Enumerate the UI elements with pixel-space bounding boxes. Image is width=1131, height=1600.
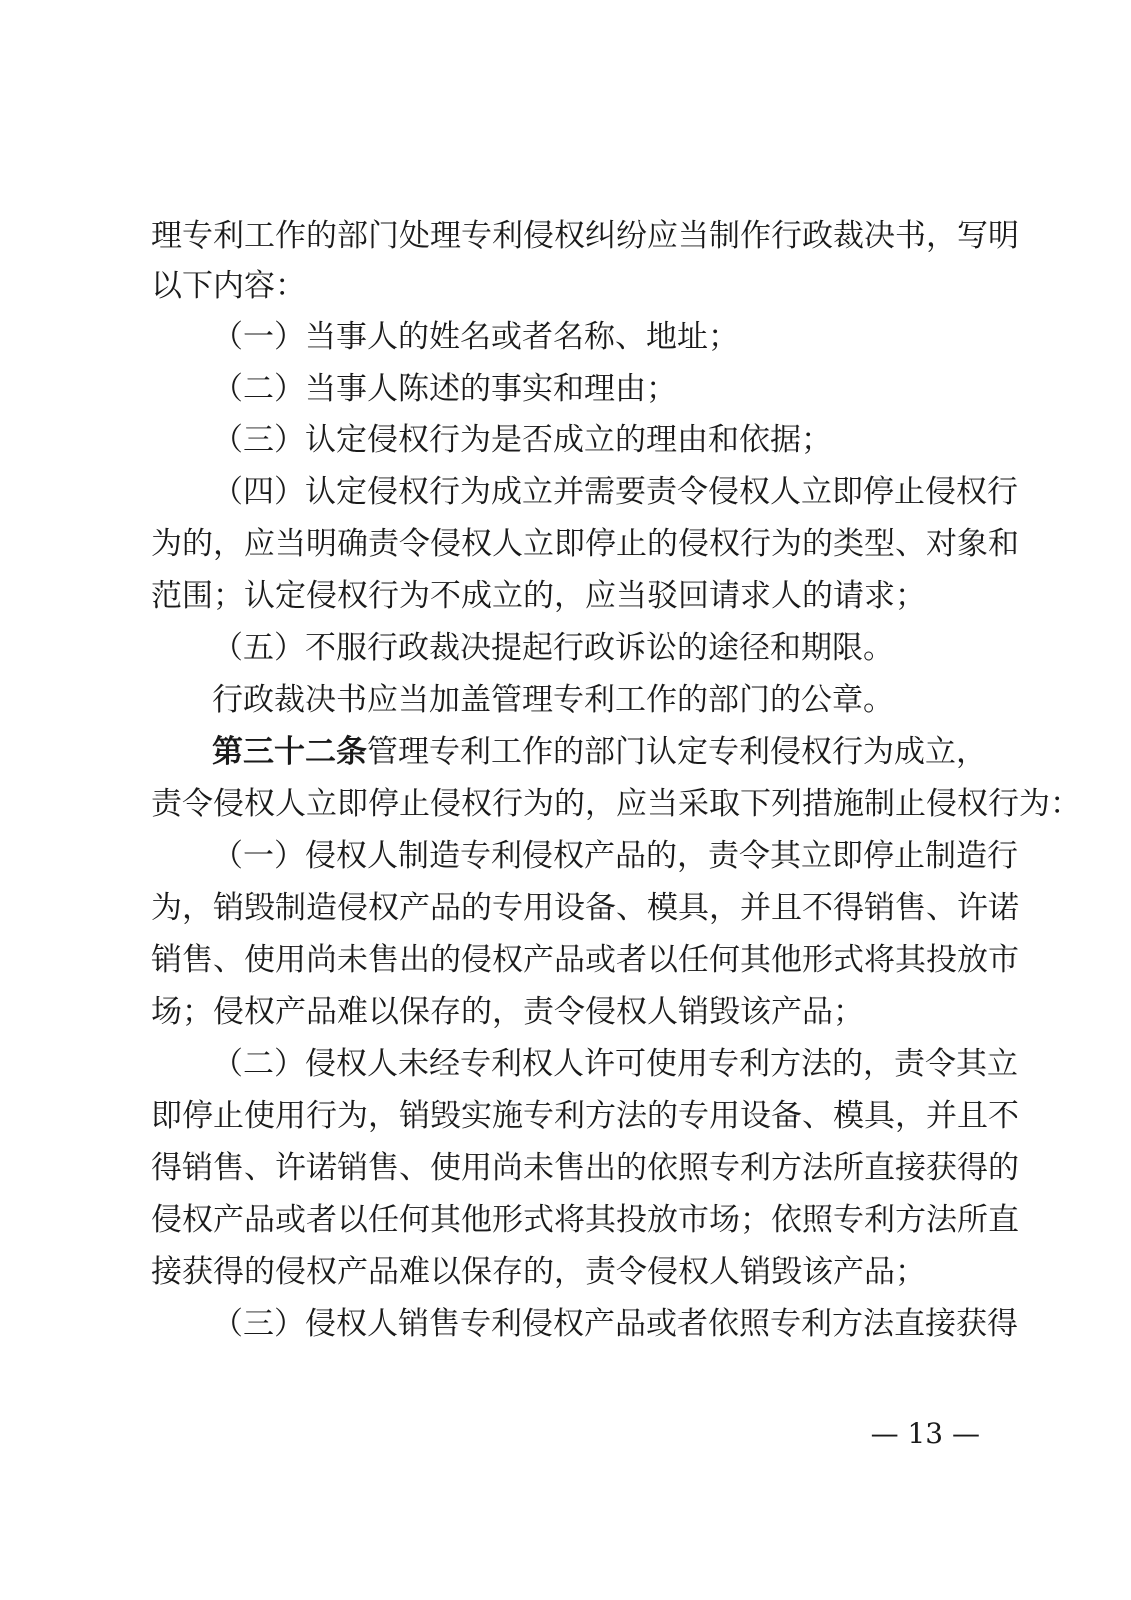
list-item: （四）认定侵权行为成立并需要责令侵权人立即停止侵权行 (212, 474, 1018, 510)
page-number: — 13 — (870, 1417, 980, 1450)
text-line: 接获得的侵权产品难以保存的，责令侵权人销毁该产品； (151, 1254, 926, 1290)
article-32-first-line (212, 728, 987, 776)
list-item: （二）当事人陈述的事实和理由； (212, 371, 677, 407)
text-line: 得销售、许诺销售、使用尚未售出的依照专利方法所直接获得的 (151, 1150, 1019, 1186)
list-item: （一）侵权人制造专利侵权产品的，责令其立即停止制造行 (212, 838, 1018, 874)
text-line: 责令侵权人立即停止侵权行为的，应当采取下列措施制止侵权行为： (151, 786, 1081, 822)
article-heading: 第三十二条 (212, 734, 367, 770)
list-item: （三）认定侵权行为是否成立的理由和依据； (212, 422, 832, 458)
article-text: 管理专利工作的部门认定专利侵权行为成立， (367, 734, 987, 770)
list-item: （五）不服行政裁决提起行政诉讼的途径和期限。 (212, 630, 894, 666)
text-line: 为的，应当明确责令侵权人立即停止的侵权行为的类型、对象和 (151, 526, 1019, 562)
text-line: 为，销毁制造侵权产品的专用设备、模具，并且不得销售、许诺 (151, 890, 1019, 926)
text-line: 行政裁决书应当加盖管理专利工作的部门的公章。 (212, 682, 894, 718)
list-item: （二）侵权人未经专利权人许可使用专利方法的，责令其立 (212, 1046, 1018, 1082)
text-line: 即停止使用行为，销毁实施专利方法的专用设备、模具，并且不 (151, 1098, 1019, 1134)
text-line: 侵权产品或者以任何其他形式将其投放市场；依照专利方法所直 (151, 1202, 1019, 1238)
text-line: 场；侵权产品难以保存的，责令侵权人销毁该产品； (151, 994, 864, 1030)
text-line: 理专利工作的部门处理专利侵权纠纷应当制作行政裁决书，写明 (151, 218, 1019, 254)
list-item: （一）当事人的姓名或者名称、地址； (212, 319, 739, 355)
text-line: 销售、使用尚未售出的侵权产品或者以任何其他形式将其投放市 (151, 942, 1019, 978)
text-line: 以下内容： (151, 268, 306, 304)
list-item: （三）侵权人销售专利侵权产品或者依照专利方法直接获得 (212, 1306, 1018, 1342)
text-line: 范围；认定侵权行为不成立的，应当驳回请求人的请求； (151, 578, 926, 614)
